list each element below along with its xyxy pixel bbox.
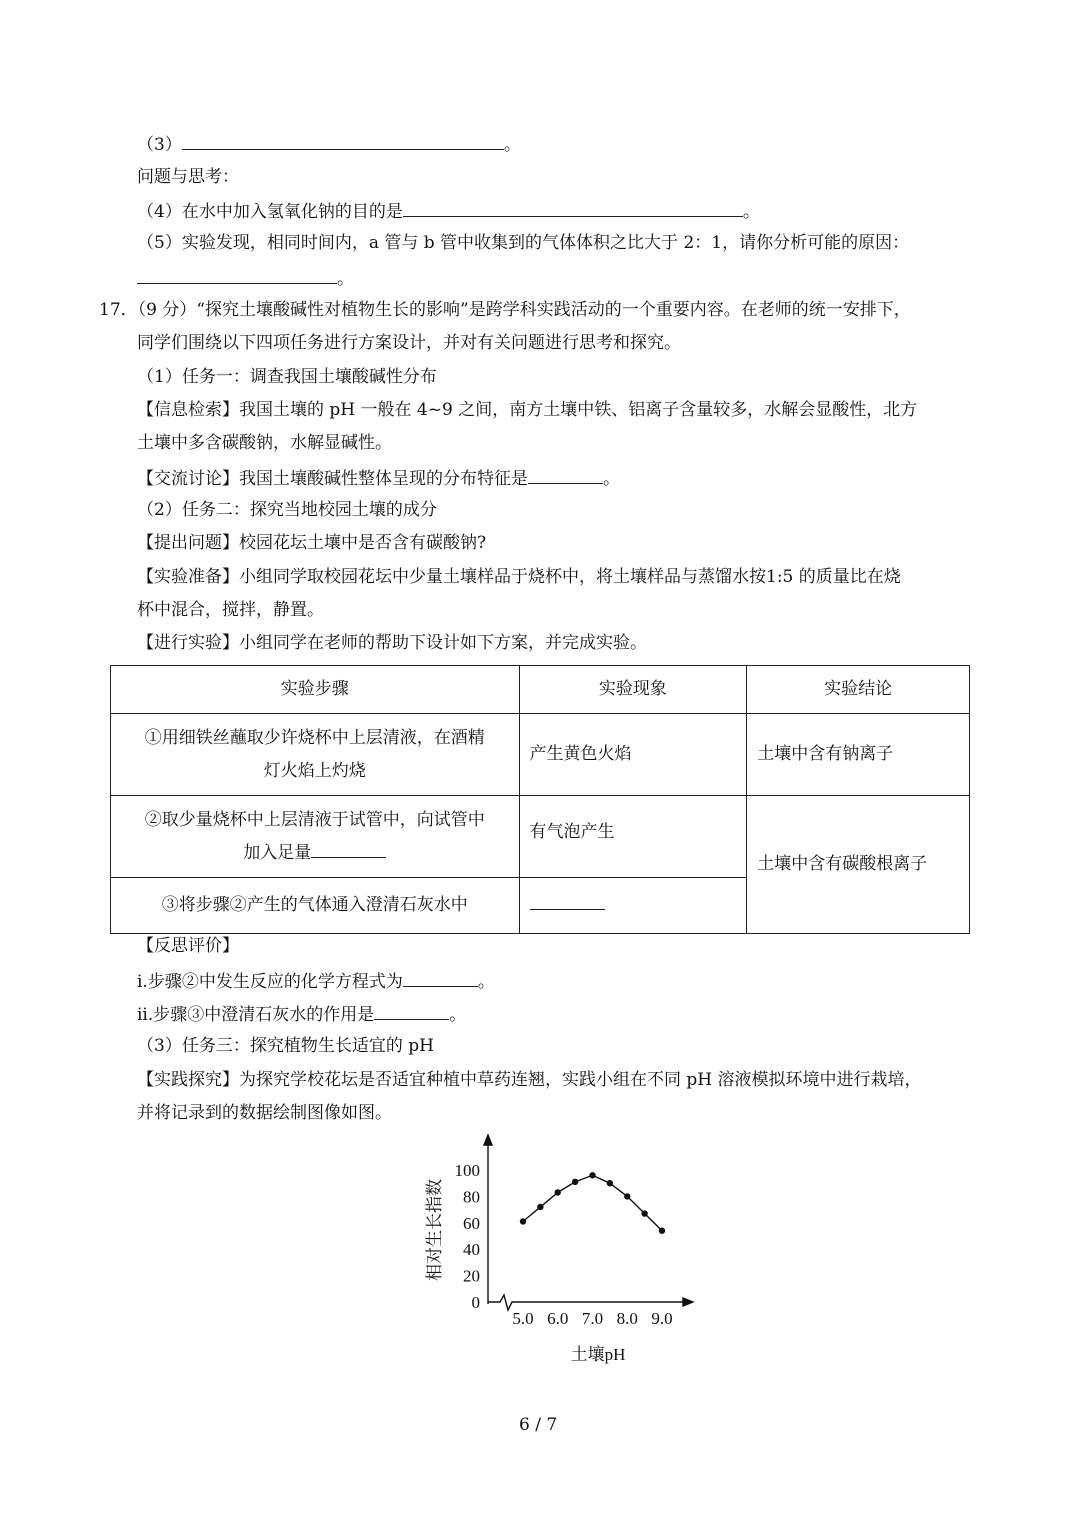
data-point — [659, 1228, 665, 1234]
y-tick-label: 40 — [463, 1240, 480, 1260]
x-tick-label: 8.0 — [616, 1309, 638, 1328]
row1-step: ①用细铁丝蘸取少许烧杯中上层清液，在酒精 灯火焰上灼烧 — [111, 714, 520, 796]
q16-3: （3） 。 — [137, 131, 521, 157]
x-axis-arrow — [683, 1298, 693, 1306]
growth-chart — [420, 1130, 700, 1370]
info-2: 土壤中多含碳酸钠，水解显碱性。 — [137, 433, 392, 453]
row3-step: ③将步骤②产生的气体通入澄清石灰水中 — [111, 878, 520, 934]
q16-5-answer: 。 — [137, 265, 354, 291]
q16-heading: 问题与思考： — [137, 167, 239, 187]
data-point — [624, 1193, 630, 1199]
prep-2: 杯中混合，搅拌，静置。 — [137, 600, 324, 620]
task3: （3）任务三：探究植物生长适宜的 pH — [137, 1036, 434, 1056]
header-step: 实验步骤 — [111, 666, 520, 714]
data-point — [641, 1210, 647, 1216]
reflect: 【反思评价】 — [137, 936, 239, 956]
info-1: 【信息检索】我国土壤的 pH 一般在 4~9 之间，南方土壤中铁、铝离子含量较多，水解会显酸性，北方 — [137, 400, 918, 420]
row23-conclusion: 土壤中含有碳酸根离子 — [747, 796, 970, 934]
data-point — [572, 1179, 578, 1185]
q17-stem-1: 17．（9 分）“探究土壤酸碱性对植物生长的影响”是跨学科实践活动的一个重要内容。在老师的统一安排下， — [99, 300, 911, 320]
reflect-i: i.步骤②中发生反应的化学方程式为 。 — [137, 968, 495, 994]
data-point — [520, 1218, 526, 1224]
discuss: 【交流讨论】我国土壤酸碱性整体呈现的分布特征是 。 — [137, 465, 620, 491]
x-axis-label: 土壤pH — [570, 1345, 626, 1364]
x-axis-break — [488, 1295, 688, 1310]
x-tick-label: 6.0 — [547, 1309, 569, 1328]
data-point — [555, 1189, 561, 1195]
data-point — [537, 1204, 543, 1210]
growth-line — [523, 1175, 662, 1230]
task2: （2）任务二：探究当地校园土壤的成分 — [137, 500, 437, 520]
data-point — [589, 1172, 595, 1178]
header-phenomenon: 实验现象 — [519, 666, 747, 714]
prep-1: 【实验准备】小组同学取校园花坛中少量土壤样品于烧杯中，将土壤样品与蒸馏水按1:5 的质量比在烧 — [137, 567, 901, 587]
experiment-table — [110, 665, 970, 934]
y-axis-label: 相对生长指数 — [425, 1179, 444, 1281]
y-tick-label: 100 — [454, 1161, 480, 1180]
y-tick-label: 60 — [463, 1213, 480, 1233]
y-tick-label: 80 — [463, 1187, 480, 1207]
x-tick-label: 5.0 — [512, 1309, 534, 1328]
data-point — [607, 1180, 613, 1186]
y-tick-label: 0 — [471, 1293, 480, 1312]
row3-phenomenon-blank — [519, 878, 747, 934]
q17-stem-2: 同学们围绕以下四项任务进行方案设计，并对有关问题进行思考和探究。 — [137, 333, 681, 353]
q16-4: （4）在水中加入氢氧化钠的目的是 。 — [137, 198, 760, 224]
question: 【提出问题】校园花坛土壤中是否含有碳酸钠? — [137, 533, 487, 553]
y-axis-arrow — [484, 1135, 492, 1145]
practice-1: 【实践探究】为探究学校花坛是否适宜种植中草药连翘，实践小组在不同 pH 溶液模拟环境中进行栽培， — [137, 1070, 922, 1090]
y-tick-label: 20 — [463, 1266, 480, 1286]
x-tick-label: 7.0 — [581, 1309, 604, 1328]
task1: （1）任务一：调查我国土壤酸碱性分布 — [137, 367, 437, 387]
reflect-ii: ii.步骤③中澄清石灰水的作用是 。 — [137, 1001, 466, 1027]
header-conclusion: 实验结论 — [747, 666, 970, 714]
row1-phenomenon: 产生黄色火焰 — [519, 714, 747, 796]
row2-phenomenon: 有气泡产生 — [519, 796, 747, 878]
practice-2: 并将记录到的数据绘制图像如图。 — [137, 1103, 392, 1123]
x-tick-label: 9.0 — [651, 1309, 673, 1328]
experiment: 【进行实验】小组同学在老师的帮助下设计如下方案，并完成实验。 — [137, 633, 647, 653]
row1-conclusion: 土壤中含有钠离子 — [747, 714, 970, 796]
row2-step: ②取少量烧杯中上层清液于试管中，向试管中 加入足量 — [111, 796, 520, 878]
page-number: 6 / 7 — [519, 1415, 558, 1435]
q16-5: （5）实验发现，相同时间内，a 管与 b 管中收集到的气体体积之比大于 2：1，请你分析可能的原因： — [137, 233, 910, 253]
